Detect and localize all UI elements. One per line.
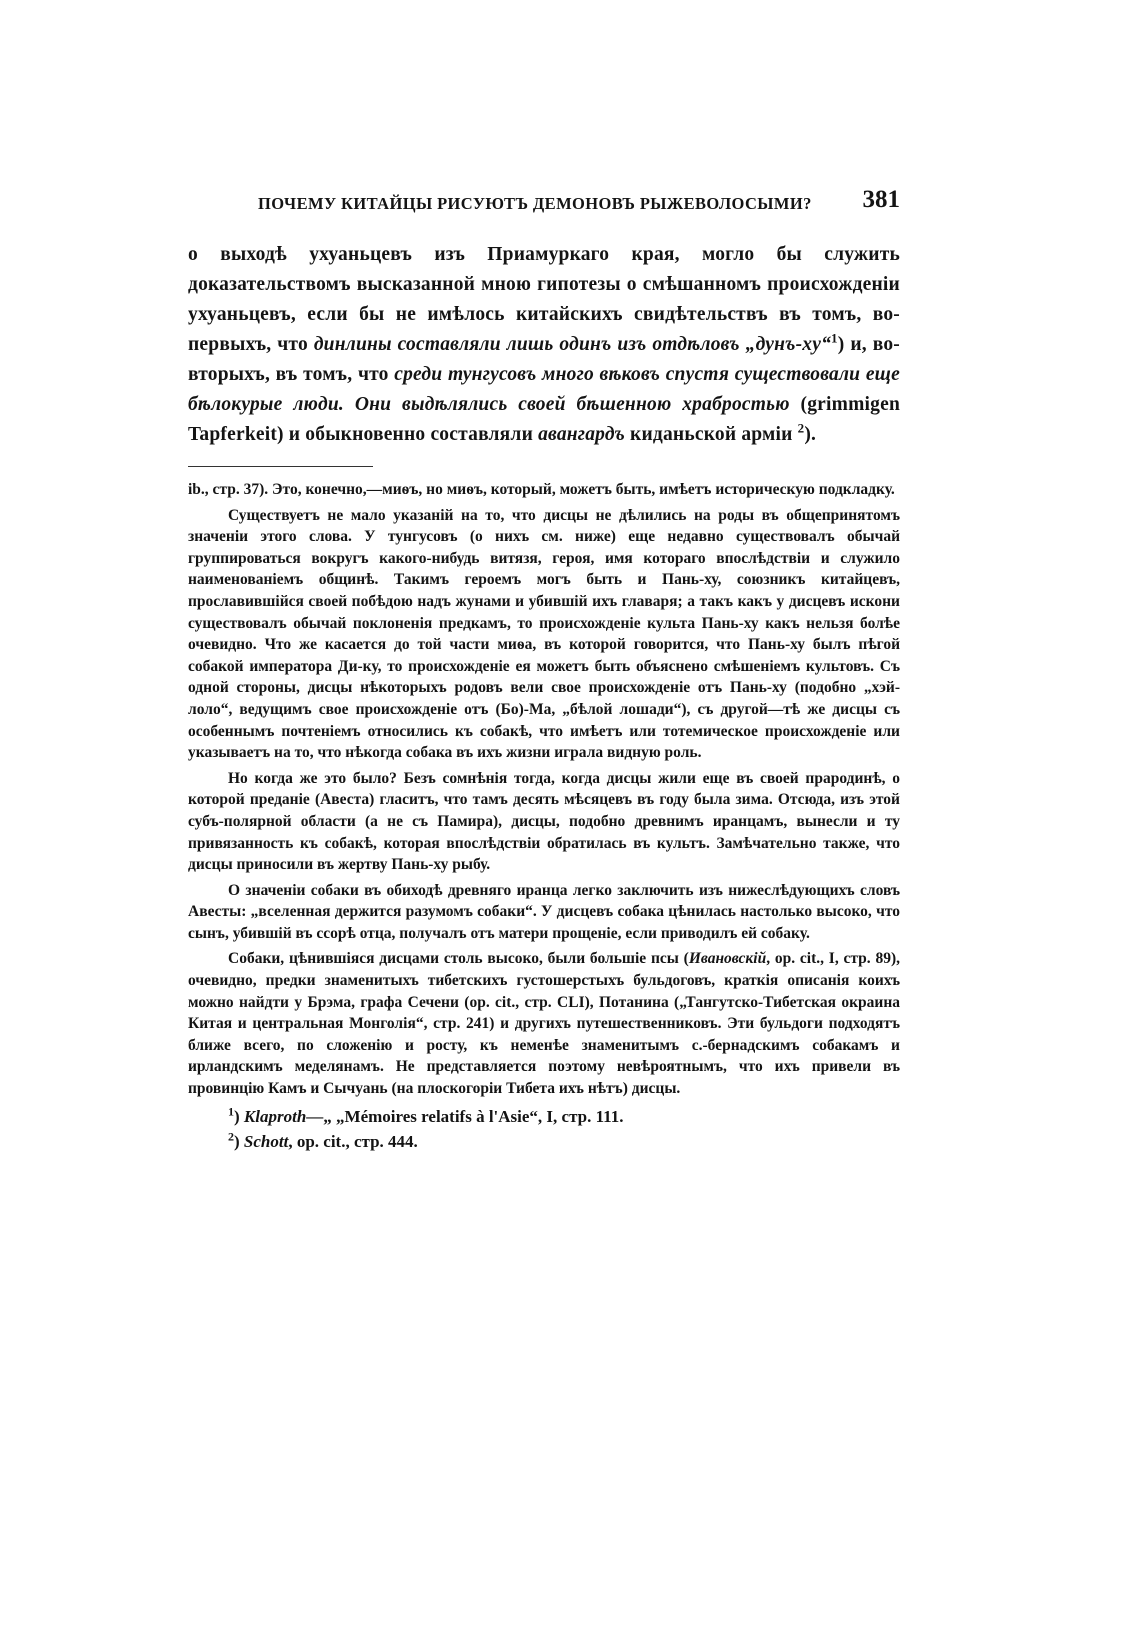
- note-text-segment: , op. cit., I, стр. 89), очевидно, предки знаменитыхъ тибетскихъ густошерстыхъ бульдоговъ, краткія описанія коихъ можно найдти у Брэма, графа Сечени (op. cit., стр. CLI), Потанина („Тангутско-Тибетская окраина Китая и центральная Монголія“, стр. 241) и другихъ путешественниковъ. Эти бульдоги подходятъ ближе всего, по сложенію и росту, къ неменѣе знаменитымъ с.-бернадскимъ собакамъ и ирландскимъ меделянамъ. Не представляется поэтому невѣроятнымъ, что ихъ привели въ провинцію Камъ и Сычуань (на плоскогоріи Тибета ихъ нѣтъ) дисцы.: [188, 950, 900, 1098]
- italic-author: Ивановскій: [688, 950, 767, 968]
- italic-phrase: динлины составляли лишь одинъ изъ отдѣловъ „дунъ-ху“: [313, 334, 832, 355]
- running-title: ПОЧЕМУ КИТАЙЦЫ РИСУЮТЪ ДЕМОНОВЪ РЫЖЕВОЛОСЫМИ?: [258, 194, 812, 213]
- main-text-segment: киданьской арміи: [624, 424, 798, 445]
- footnote-ref: 2: [797, 420, 805, 436]
- italic-phrase: среди тунгусовъ много вѣковъ спустя существовали еще бѣлокурые люди. Они выдѣлялись своей бѣшенною храбростью: [188, 364, 900, 415]
- footnote-2: $^2$) Schott, op. cit., стр. 444.: [228, 1128, 418, 1151]
- footnote-author: Klaproth: [243, 1106, 307, 1126]
- footnote-author: Schott: [243, 1131, 289, 1151]
- main-paragraph: [188, 240, 900, 450]
- note-paragraph: [188, 948, 900, 1099]
- main-text-segment: ).: [804, 424, 817, 445]
- note-text-segment: Собаки, цѣнившіяся дисцами столь высоко, были большіе псы (: [228, 950, 689, 968]
- running-header: [188, 186, 900, 224]
- footnote-divider: [188, 466, 373, 467]
- footnote-1: $^1$) Klaproth—„ „Mémoires relatifs à l'Asie“, I, стр. 111.: [228, 1103, 624, 1126]
- note-paragraph: Но когда же это было? Безъ сомнѣнія тогда, когда дисцы жили еще въ своей прародинѣ, о которой преданіе (Авеста) гласитъ, что тамъ десять мѣсяцевъ въ году была зима. Отсюда, изъ этой субъ-полярной области (а не съ Памира), дисцы, подобно древнимъ иранцамъ, вынесли и ту привязанность къ собакѣ, которая впослѣдствіи обратилась въ культъ. Замѣчательно также, что дисцы приносили въ жертву Пань-ху рыбу.: [188, 769, 900, 874]
- footnotes: [188, 1104, 900, 1154]
- footnote-number: 2: [228, 1128, 234, 1143]
- footnote-ref: 1: [831, 330, 838, 346]
- main-text-segment: ) и, во-вторыхъ, въ томъ, что: [188, 334, 900, 385]
- footnote-number: 1: [228, 1103, 234, 1118]
- footnote-text: —„ „Mémoires relatifs à l'Asie“, I, стр. 111.: [306, 1106, 624, 1126]
- page-number: 381: [862, 186, 900, 213]
- italic-phrase: авангардъ: [538, 424, 625, 445]
- note-paragraph: ib., стр. 37). Это, конечно,—миѳъ, но миѳъ, который, можетъ быть, имѣетъ историческую подкладку.: [188, 481, 895, 498]
- note-paragraph: О значеніи собаки въ обиходѣ древняго иранца легко заключить изъ нижеслѣдующихъ словъ Авесты: „вселенная держится разумомъ собаки“. У дисцевъ собака цѣнилась настолько высоко, что сынъ, убившій въ ссорѣ отца, получалъ отъ матери прощеніе, если приводилъ ей собаку.: [188, 881, 900, 942]
- book-page: [188, 186, 900, 1154]
- note-paragraph: Существуетъ не мало указаній на то, что дисцы не дѣлились на роды въ общепринятомъ значеніи этого слова. У тунгусовъ (о нихъ см. ниже) еще недавно существовалъ обычай группироваться вокругъ какого-нибудь витязя, героя, имя котораго впослѣдствіи и служило наименованіемъ общинѣ. Такимъ героемъ могъ быть и Пань-ху, союзникъ китайцевъ, прославившійся своей побѣдою надъ жунами и убившій ихъ главаря; а такъ какъ у дисцевъ искони существовалъ обычай поклоненія предкамъ, то происхожденіе культа Пань-ху какъ нельзя болѣе очевидно. Что же касается до той части миѳа, въ которой говорится, что Пань-ху былъ пѣгой собакой императора Ди-ку, то происхожденіе ея можетъ быть объяснено смѣшеніемъ культовъ. Съ одной стороны, дисцы нѣкоторыхъ родовъ вели свое происхожденіе отъ Пань-ху (подобно „хэй-лоло“, ведущимъ свое происхожденіе отъ (Бо)-Ма, „бѣлой лошади“), съ другой—тѣ же дисцы съ особеннымъ почтеніемъ относились къ собакѣ, что имѣетъ или тотемическое происхожденіе или указываетъ на то, что нѣкогда собака въ ихъ жизни играла видную роль.: [188, 506, 900, 762]
- continued-note-block: [188, 479, 900, 1100]
- footnote-text: , op. cit., стр. 444.: [288, 1131, 418, 1151]
- main-text-segment: о выходѣ ухуаньцевъ изъ Приамуркаго края, могло бы служить доказательствомъ высказанной мною гипотезы о смѣшанномъ происхожденіи ухуаньцевъ, если бы не имѣлось китайскихъ свидѣтельствъ въ томъ, во-первыхъ, что: [188, 244, 900, 355]
- main-text-segment: (grimmigen Tapferkeit) и обыкновенно составляли: [188, 394, 901, 445]
